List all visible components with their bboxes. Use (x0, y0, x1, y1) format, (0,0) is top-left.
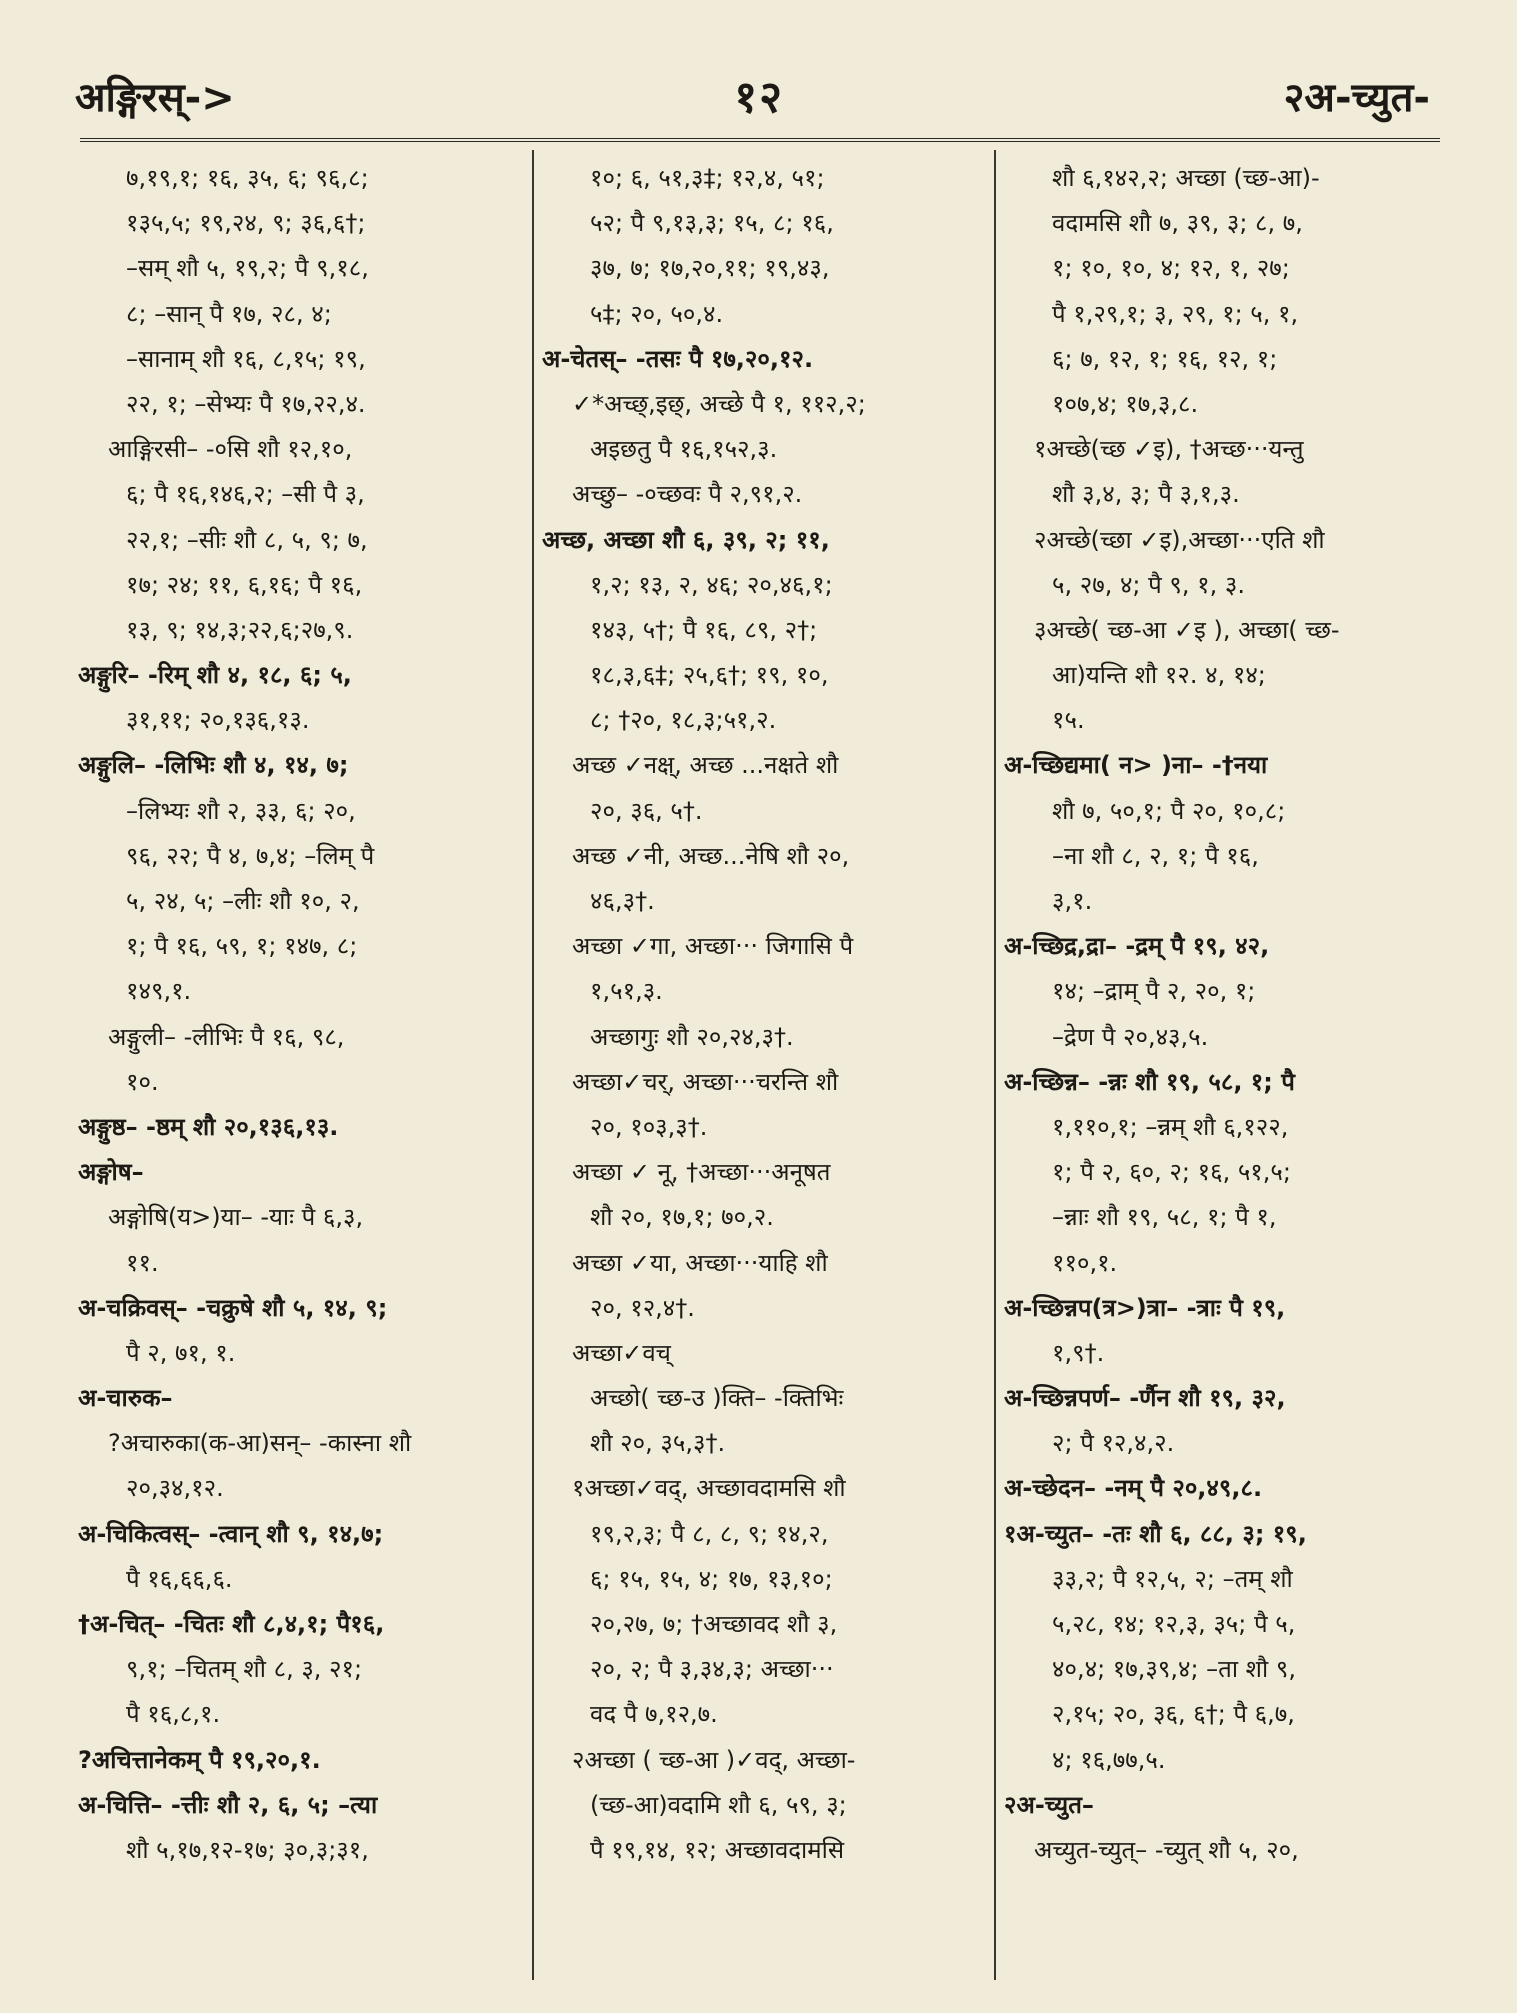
entry-text-line: (च्छ-आ)वदामि शौ ६, ५९, ३; (590, 1790, 847, 1819)
entry-text-line: १; १०, १०, ४; १२, १, २७; (1052, 254, 1290, 283)
entry-text-line: पै १९,१४, १२; अच्छावदामसि (590, 1835, 845, 1864)
entry-headword-line: अङ्गुष्ठ– -ष्ठम् शौ २०,१३६,१३. (78, 1112, 339, 1141)
entry-text-line: १०; ६, ५१,३‡; १२,४, ५१; (590, 164, 825, 192)
entry-text-line: पै १६,६६,६. (126, 1564, 233, 1593)
entry-headword-line: अ-चित्ति– -त्तीः शौ २, ६, ५; –त्या (78, 1790, 378, 1819)
entry-text-line: २०, ३६, ५†. (590, 796, 703, 825)
entry-text-line: वद पै ७,१२,७. (590, 1700, 718, 1729)
entry-text-line: १५. (1052, 706, 1085, 735)
entry-text-line: २२, १; –सेभ्यः पै १७,२२,४. (126, 389, 366, 418)
entry-text-line: अच्छागुः शौ २०,२४,३†. (590, 1022, 794, 1051)
entry-text-line: ४६,३†. (590, 887, 655, 915)
entry-text-line: शौ ६,१४२,२; अच्छा (च्छ-आ)- (1052, 164, 1320, 192)
entry-text-line: २०,३४,१२. (126, 1474, 224, 1503)
entry-text-line: अइछतु पै १६,१५२,३. (590, 435, 778, 464)
entry-text-line: २अच्छा ( च्छ-आ )✓वद्, अच्छा- (572, 1745, 856, 1774)
header-right-guide-word: २अ-च्युत- (1283, 74, 1430, 121)
entry-text-line: अङ्गोषि(य>)या– -याः पै ६,३, (108, 1203, 364, 1232)
entry-text-line: –न्नाः शौ १९, ५८, १; पै १, (1052, 1203, 1277, 1232)
entry-text-line: १,९†. (1052, 1338, 1105, 1367)
entry-text-line: ११. (126, 1248, 159, 1277)
entry-text-line: ?अचारुका(क-आ)सन्– -कास्ना शौ (108, 1429, 412, 1458)
entry-headword-line: अ-चिकित्वस्– -त्वान् शौ ९, १४,७; (78, 1519, 384, 1548)
entry-text-line: ५,२८, १४; १२,३, ३५; पै ५, (1052, 1610, 1296, 1638)
page-number: १२ (734, 72, 785, 123)
entry-text-line: आङ्गिरसी– -०सि शौ १२,१०, (108, 435, 353, 464)
entry-text-line: १,५१,३. (590, 977, 663, 1006)
entry-text-line: अच्छा ✓ नू, †अच्छा···अनूषत (572, 1158, 831, 1187)
entry-headword-line: अ-चेतस्– -तसः पै १७,२०,१२. (542, 344, 814, 373)
entry-text-line: शौ ७, ५०,१; पै २०, १०,८; (1052, 796, 1286, 825)
entry-text-line: ५, २७, ४; पै ९, १, ३. (1052, 570, 1245, 599)
entry-text-line: शौ ५,१७,१२-१७; ३०,३;३१, (126, 1835, 369, 1864)
entry-text-line: १०७,४; १७,३,८. (1052, 389, 1199, 418)
entry-headword-line: अ-चारुक– (78, 1384, 173, 1413)
entry-text-line: पै १६,८,१. (126, 1700, 221, 1729)
entry-text-line: आ)यन्ति शौ १२. ४, १४; (1052, 661, 1266, 690)
entry-text-line: ५‡; २०, ५०,४. (590, 299, 724, 328)
entry-text-line: ४०,४; १७,३९,४; –ता शौ ९, (1052, 1655, 1296, 1684)
entry-headword-line: अ-च्छिद्यमा( न> )ना– -†नया (1004, 751, 1268, 780)
entry-text-line: ६; ७, १२, १; १६, १२, १; (1052, 344, 1278, 373)
entry-text-line: पै १,२९,१; ३, २९, १; ५, १, (1052, 299, 1299, 328)
entry-text-line: –सानाम् शौ १६, ८,१५; १९, (126, 344, 366, 373)
entry-headword-line: अ-च्छिन्नपर्ण– -र्णैन शौ १९, ३२, (1004, 1384, 1286, 1413)
entry-text-line: ५२; पै ९,१३,३; १५, ८; १६, (590, 209, 834, 238)
entry-text-line: –सम् शौ ५, १९,२; पै ९,१८, (126, 254, 369, 283)
entry-text-line: २०, २; पै ३,३४,३; अच्छा··· (590, 1655, 834, 1684)
entry-text-line: शौ २०, ३५,३†. (590, 1429, 726, 1458)
entry-text-line: ३७, ७; १७,२०,११; १९,४३, (590, 254, 830, 283)
entry-headword-line: अ-च्छिन्नप(त्र>)त्रा– -त्राः पै १९, (1004, 1293, 1286, 1322)
entry-text-line: २; पै १२,४,२. (1052, 1429, 1175, 1458)
entry-text-line: –ना शौ ८, २, १; पै १६, (1052, 841, 1259, 870)
entry-text-line: १७; २४; ११, ६,१६; पै १६, (126, 570, 363, 599)
entry-text-line: शौ २०, १७,१; ७०,२. (590, 1203, 774, 1232)
entry-text-line: २०, १०३,३†. (590, 1112, 708, 1141)
entry-text-line: –लिभ्यः शौ २, ३३, ६; २०, (126, 796, 356, 825)
entry-headword-line: २अ-च्युत– (1004, 1790, 1094, 1819)
entry-text-line: अच्छो( च्छ-उ )क्ति– -क्तिभिः (590, 1384, 844, 1413)
entry-text-line: ७,१९,१; १६, ३५, ६; ९६,८; (126, 164, 369, 192)
entry-text-line: १अच्छा✓वद्, अच्छावदामसि शौ (572, 1474, 846, 1503)
entry-text-line: १८,३,६‡; २५,६†; १९, १०, (590, 661, 829, 690)
entry-text-line: ९६, २२; पै ४, ७,४; –लिम् पै (126, 841, 375, 870)
entry-text-line: ३३,२; पै १२,५, २; –तम् शौ (1052, 1564, 1293, 1593)
entry-headword-line: अङ्गुलि– -लिभिः शौ ४, १४, ७; (78, 751, 349, 780)
entry-headword-line: अ-च्छिन्न– -न्नः शौ १९, ५८, १; पै (1004, 1067, 1295, 1096)
entry-text-line: १; पै २, ६०, २; १६, ५१,५; (1052, 1158, 1291, 1187)
text-columns (70, 150, 1450, 1980)
column-2 (532, 150, 994, 1980)
entry-text-line: अङ्गुली– -लीभिः पै १६, ९८, (108, 1022, 345, 1051)
entry-text-line: १३, ९; १४,३;२२,६;२७,९. (126, 615, 354, 644)
entry-text-line: ४; १६,७७,५. (1052, 1745, 1166, 1774)
entry-headword-line: अ-च्छेदन– -नम् पै २०,४९,८. (1004, 1474, 1263, 1503)
entry-text-line: १,११०,१; –न्नम् शौ ६,१२२, (1052, 1112, 1289, 1141)
entry-text-line: १,२; १३, २, ४६; २०,४६,१; (590, 570, 833, 599)
entry-text-line: ✓*अच्छ्,इछ्, अच्छे पै १, ११२,२; (572, 389, 866, 418)
entry-text-line: अच्छ ✓नी, अच्छ...नेषि शौ २०, (572, 841, 850, 870)
entry-headword-line: अङ्गुरि– -रिम् शौ ४, १८, ६; ५, (78, 661, 352, 690)
entry-headword-line: अङ्गोष– (78, 1158, 144, 1187)
entry-text-line: ३१,११; २०,१३६,१३. (126, 706, 310, 735)
column-3 (994, 150, 1450, 1980)
entry-text-line: अच्छा ✓गा, अच्छा··· जिगासि पै (572, 932, 854, 961)
column-1 (70, 150, 532, 1980)
entry-text-line: ८; †२०, १८,३;५१,२. (590, 706, 777, 735)
entry-text-line: १०. (126, 1067, 159, 1096)
entry-text-line: अच्छा✓वच् (572, 1338, 671, 1367)
entry-text-line: ९,१; –चितम् शौ ८, ३, २१; (126, 1655, 363, 1684)
entry-text-line: २०,२७, ७; †अच्छावद शौ ३, (590, 1610, 838, 1638)
entry-text-line: १४९,१. (126, 977, 192, 1006)
entry-text-line: अच्छ ✓नक्ष्, अच्छ ...नक्षते शौ (572, 751, 839, 780)
entry-headword-line: अ-चक्रिवस्– -चक्रुषे शौ ५, १४, ९; (78, 1293, 388, 1322)
entry-text-line: २अच्छे(च्छा ✓इ),अच्छा···एति शौ (1034, 525, 1325, 554)
entry-text-line: –द्रेण पै २०,४३,५. (1052, 1022, 1209, 1051)
entry-text-line: ६; पै १६,१४६,२; –सी पै ३, (126, 480, 365, 509)
entry-text-line: शौ ३,४, ३; पै ३,१,३. (1052, 480, 1240, 509)
entry-text-line: २२,१; –सीः शौ ८, ५, ९; ७, (126, 525, 368, 554)
entry-headword-line: अ-च्छिद्र,द्रा– -द्रम् पै १९, ४२, (1004, 932, 1270, 961)
entry-text-line: पै २, ७१, १. (126, 1338, 236, 1367)
entry-text-line: १९,२,३; पै ८, ८, ९; १४,२, (590, 1519, 829, 1548)
entry-text-line: ११०,१. (1052, 1248, 1118, 1277)
entry-headword-line: १अ-च्युत– -तः शौ ६, ८८, ३; १९, (1004, 1519, 1307, 1548)
entry-text-line: अच्छा ✓या, अच्छा···याहि शौ (572, 1248, 828, 1277)
entry-text-line: २,१५; २०, ३६, ६†; पै ६,७, (1052, 1700, 1295, 1729)
entry-text-line: १४३, ५†; पै १६, ८९, २†; (590, 615, 818, 644)
entry-text-line: ३,१. (1052, 887, 1093, 915)
entry-headword-line: अच्छ, अच्छा शौ ६, ३९, २; ११, (542, 525, 830, 554)
entry-text-line: १३५,५; १९,२४, ९; ३६,६†; (126, 209, 366, 238)
entry-text-line: १अच्छे(च्छ ✓इ), †अच्छ···यन्तु (1034, 435, 1304, 464)
entry-headword-line: †अ-चित्– -चितः शौ ८,४,१; पै१६, (78, 1610, 385, 1638)
entry-text-line: १; पै १६, ५९, १; १४७, ८; (126, 932, 358, 961)
entry-text-line: १४; –द्राम् पै २, २०, १; (1052, 977, 1256, 1006)
entry-text-line: ३अच्छे( च्छ-आ ✓इ ), अच्छा( च्छ- (1034, 615, 1340, 644)
header-rule (80, 138, 1440, 142)
entry-text-line: ६; १५, १५, ४; १७, १३,१०; (590, 1564, 833, 1593)
entry-text-line: ८; –सान् पै १७, २८, ४; (126, 299, 332, 328)
entry-text-line: ५, २४, ५; –लीः शौ १०, २, (126, 887, 360, 915)
entry-text-line: अच्युत-च्युत्– -च्युत् शौ ५, २०, (1034, 1835, 1299, 1864)
page-header (75, 55, 1430, 135)
entry-text-line: अच्छु– -०च्छवः पै २,९१,२. (572, 480, 803, 509)
entry-text-line: २०, १२,४†. (590, 1293, 695, 1322)
header-left-guide-word: अङ्गिरस्-> (75, 74, 235, 121)
entry-text-line: वदामसि शौ ७, ३९, ३; ८, ७, (1052, 209, 1303, 238)
entry-text-line: अच्छा✓चर्, अच्छा···चरन्ति शौ (572, 1067, 839, 1096)
entry-headword-line: ?अचित्तानेकम् पै १९,२०,१. (78, 1745, 321, 1774)
